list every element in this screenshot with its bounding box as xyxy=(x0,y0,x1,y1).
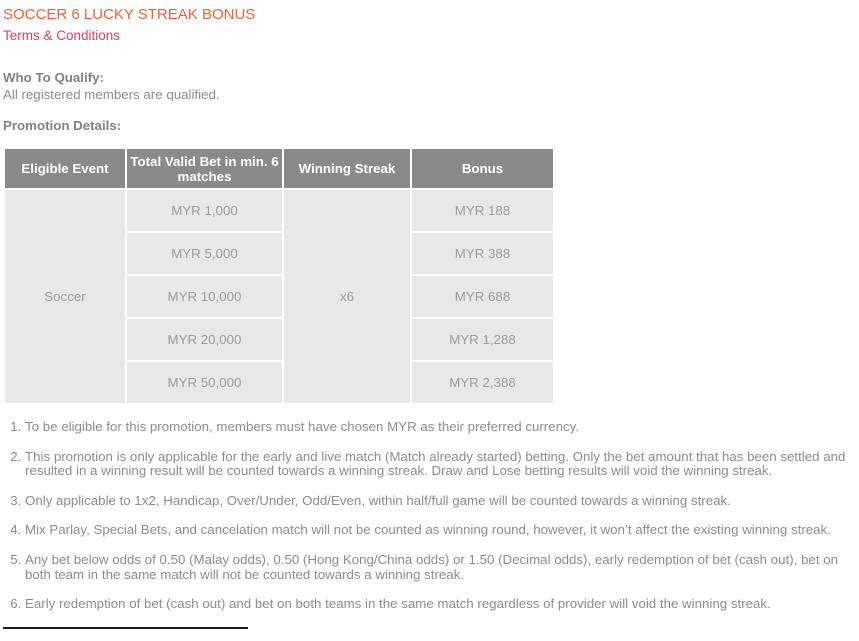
table-header-row xyxy=(4,148,554,189)
terms-list xyxy=(3,420,851,612)
cell-bet: MYR 1,000 xyxy=(126,189,283,232)
terms-item-5: 5. Any bet below odds of 0.50 (Malay odds), 0.50 (Hong Kong/China odds) or 1.50 (Decimal odds), early redemption of bet (cash out), bet on both team in the same match will not be counted towards a winning streak. xyxy=(25,553,847,582)
cell-winning-streak: x6 xyxy=(283,189,411,404)
terms-item-4: 4. Mix Parlay, Special Bets, and cancelation match will not be counted as winning round, however, it won’t affect the existing winning streak. xyxy=(25,523,847,538)
terms-and-conditions-link[interactable]: Terms & Conditions xyxy=(3,28,121,43)
cell-bonus: MYR 1,288 xyxy=(411,318,554,361)
promotion-table xyxy=(3,147,555,405)
cell-bonus: MYR 2,388 xyxy=(411,361,554,404)
cell-bet: MYR 20,000 xyxy=(126,318,283,361)
cell-bonus: MYR 388 xyxy=(411,232,554,275)
cell-bet: MYR 10,000 xyxy=(126,275,283,318)
table-row xyxy=(4,189,554,232)
cell-bet: MYR 50,000 xyxy=(126,361,283,404)
promotion-details-heading: Promotion Details: xyxy=(3,118,122,133)
cell-bet: MYR 5,000 xyxy=(126,232,283,275)
header-total-valid-bet: Total Valid Bet in min. 6 matches xyxy=(126,148,283,189)
page-title: SOCCER 6 LUCKY STREAK BONUS xyxy=(3,6,256,23)
cell-eligible-event: Soccer xyxy=(4,189,126,404)
cell-bonus: MYR 688 xyxy=(411,275,554,318)
who-to-qualify-heading: Who To Qualify: xyxy=(3,70,104,85)
header-winning-streak: Winning Streak xyxy=(283,148,411,189)
header-bonus: Bonus xyxy=(411,148,554,189)
cell-bonus: MYR 188 xyxy=(411,189,554,232)
who-to-qualify-body: All registered members are qualified. xyxy=(3,87,220,102)
terms-item-6: 6. Early redemption of bet (cash out) and bet on both teams in the same match regardless of provider will void the winning streak. xyxy=(25,597,847,612)
terms-item-3: 3. Only applicable to 1x2, Handicap, Over/Under, Odd/Even, within half/full game will be counted towards a winning streak. xyxy=(25,494,847,509)
terms-item-2: 2. This promotion is only applicable for the early and live match (Match already started) betting. Only the bet amount that has been settled and resulted in a winning result will be counted towards a winning streak. Draw and Lose betting results will void the winning streak. xyxy=(25,450,847,479)
header-eligible-event: Eligible Event xyxy=(4,148,126,189)
bottom-divider-line xyxy=(3,627,248,629)
terms-item-1: 1. To be eligible for this promotion, members must have chosen MYR as their preferred currency. xyxy=(25,420,847,435)
